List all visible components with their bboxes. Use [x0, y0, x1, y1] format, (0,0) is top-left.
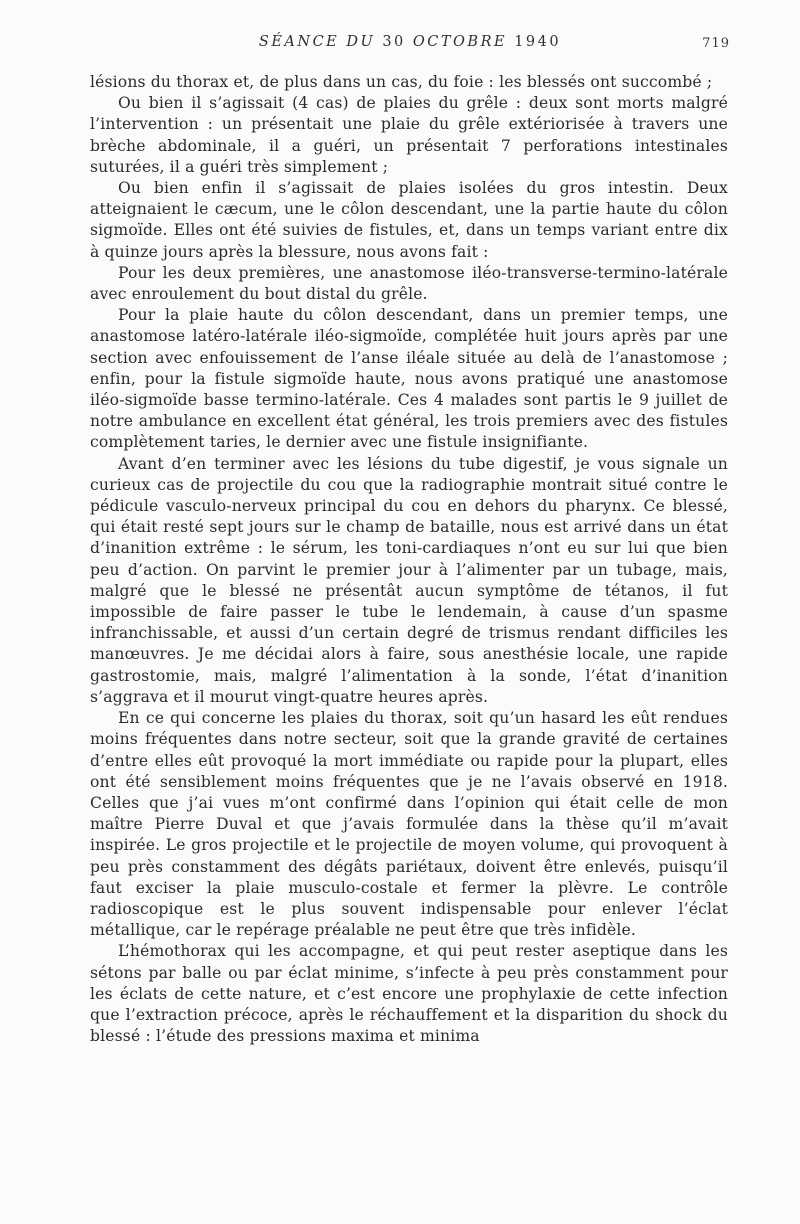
header-month: OCTOBRE [412, 34, 508, 50]
header-title: SÉANCE DU [258, 34, 376, 50]
paragraph: L’hémothorax qui les accompagne, et qui peut rester aseptique dans les sétons par balle ou par éclat minime, s’infecte à peu près constamment pour les éclats de cette nature, et c’est encore une prophylaxie de cette infection que l’extraction précoce, après le réchauffement et la disparition du shock du blessé : l’étude des pressions maxima et minima [90, 942, 728, 1046]
paragraph: lésions du thorax et, de plus dans un cas, du foie : les blessés ont succombé ; [90, 73, 713, 91]
header-year: 1940 [514, 34, 562, 50]
header-day: 30 [382, 34, 406, 50]
paragraph: En ce qui concerne les plaies du thorax, soit qu’un hasard les eût rendues moins fréquentes dans notre secteur, soit que la grande gravité de certaines d’entre elles eût provoqué la mort immédiate ou rapide pour la plupart, elles ont été sensiblement moins fréquentes que je ne l’avais observé en 1918. Celles que j’ai vues m’ont confirmé dans l’opinion qui était celle de mon maître Pierre Duval et que j’avais formulée dans la thèse qu’il m’avait inspirée. Le gros projectile et le projectile de moyen volume, qui provoquent à peu près constamment des dégâts pariétaux, doivent être enlevés, puisqu’il faut exciser la plaie musculo-costale et fermer la plèvre. Le contrôle radioscopique est le plus souvent indispensable pour enlever l’éclat métallique, car le repérage préalable ne peut être que très infidèle. [90, 709, 728, 940]
article-body [90, 72, 728, 1047]
paragraph: Avant d’en terminer avec les lésions du tube digestif, je vous signale un curieux cas de projectile du cou que la radiographie montrait situé contre le pédicule vasculo-nerveux principal du cou en dehors du pharynx. Ce blessé, qui était resté sept jours sur le champ de bataille, nous est arrivé dans un état d’inanition extrême : le sérum, les toni-cardiaques n’ont eu sur lui que bien peu d’action. On parvint le premier jour à l’alimenter par un tubage, mais, malgré que le blessé ne présentât aucun symptôme de tétanos, il fut impossible de faire passer le tube le lendemain, à cause d’un spasme infranchissable, et aussi d’un certain degré de trismus rendant difficiles les manœuvres. Je me décidai alors à faire, sous anesthésie locale, une rapide gastrostomie, mais, malgré l’alimentation à la sonde, l’état d’inanition s’aggrava et il mourut vingt-quatre heures après. [90, 454, 728, 706]
paragraph: Ou bien il s’agissait (4 cas) de plaies du grêle : deux sont morts malgré l’intervention : un présentait une plaie du grêle extériorisée à travers une brèche abdominale, il a guéri, un présentait 7 perforations intestinales suturées, il a guéri très simplement ; [90, 94, 728, 176]
running-title [90, 34, 730, 50]
paragraph: Pour la plaie haute du côlon descendant, dans un premier temps, une anastomose latéro-latérale iléo-sigmoïde, complétée huit jours après par une section avec enfouissement de l’anse iléale située au delà de l’anastomose ; enfin, pour la fistule sigmoïde haute, nous avons pratiqué une anastomose iléo-sigmoïde basse termino-latérale. Ces 4 malades sont partis le 9 juillet de notre ambulance en excellent état général, les trois premiers avec des fistules complètement taries, le dernier avec une fistule insignifiante. [90, 306, 728, 452]
running-header [90, 34, 730, 58]
page-number: 719 [702, 36, 730, 51]
paragraph: Pour les deux premières, une anastomose iléo-transverse-termino-latérale avec enroulement du bout distal du grêle. [90, 263, 728, 304]
paragraph: Ou bien enfin il s’agissait de plaies isolées du gros intestin. Deux atteignaient le cæcum, une le côlon descendant, une la partie haute du côlon sigmoïde. Elles ont été suivies de fistules, et, dans un temps variant entre dix à quinze jours après la blessure, nous avons fait : [90, 179, 728, 261]
